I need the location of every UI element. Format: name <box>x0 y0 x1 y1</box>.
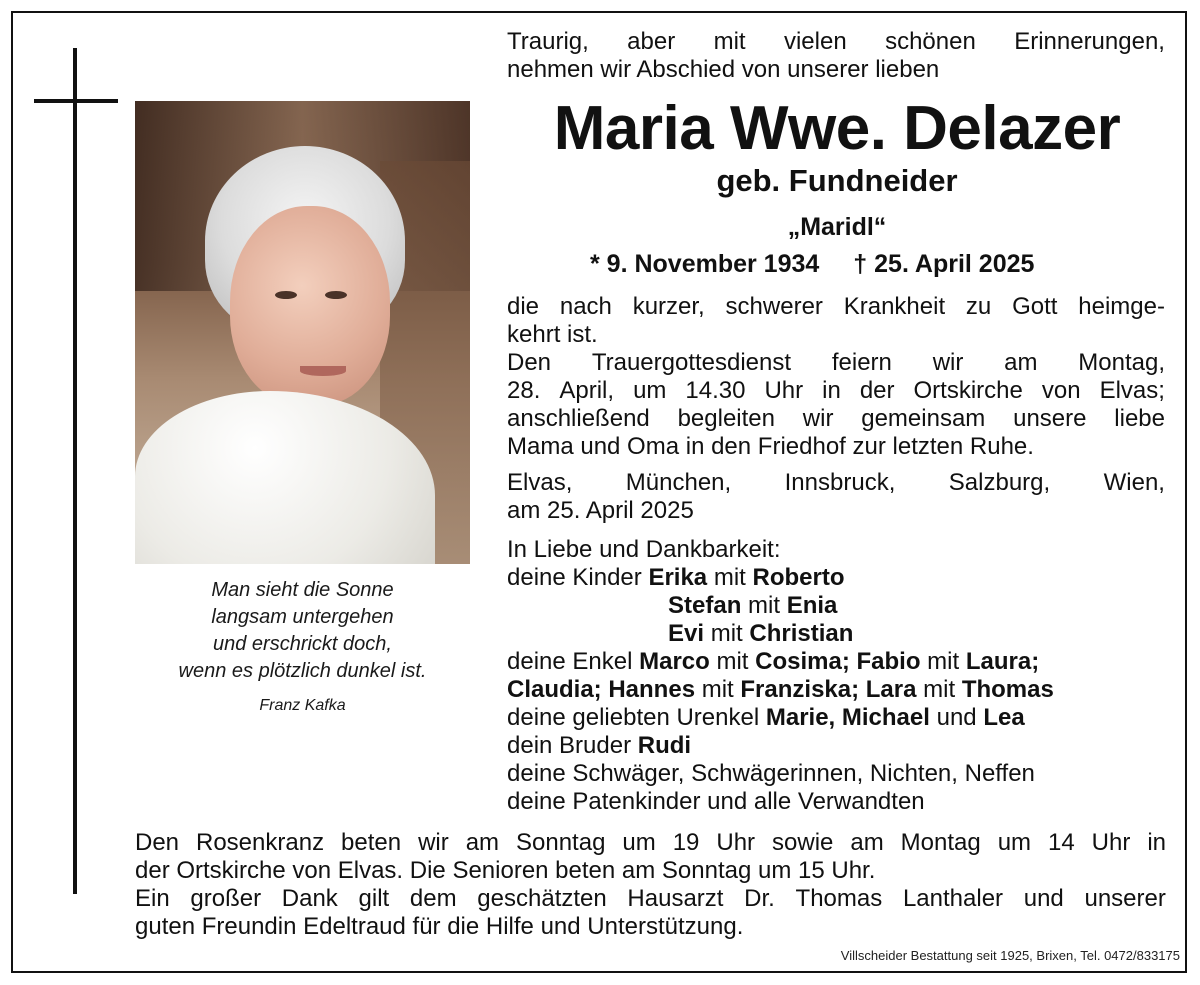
word: nach <box>559 293 612 320</box>
word: aber <box>627 28 676 55</box>
name: Rudi <box>637 732 692 759</box>
word: gemeinsam <box>861 405 986 432</box>
word: mit <box>748 592 781 619</box>
word: Uhr <box>764 377 804 404</box>
footer-line <box>135 829 1166 857</box>
portrait-photo <box>135 101 470 564</box>
name: Christian <box>749 620 854 647</box>
word: mit <box>713 564 746 591</box>
grandchildren-line <box>507 676 1187 704</box>
word: Sonntag <box>516 829 606 856</box>
name: Erika <box>648 564 708 591</box>
memorial-quote <box>135 577 470 719</box>
word: 28. <box>507 377 541 404</box>
word: 19 <box>672 829 700 856</box>
word: 14 <box>1048 829 1075 856</box>
word: und <box>936 704 977 731</box>
word: liebe <box>1114 405 1165 432</box>
word: um <box>997 829 1032 856</box>
word: zu <box>965 293 992 320</box>
name: Marie, Michael <box>765 704 930 731</box>
word: der <box>859 377 895 404</box>
birth-date: * 9. November 1934 <box>590 250 820 278</box>
great-grandchildren-line <box>507 704 1187 732</box>
word: begleiten <box>677 405 775 432</box>
footer-line: der Ortskirche von Elvas. Die Senioren beten am Sonntag um 15 Uhr. <box>135 857 876 884</box>
places-line <box>507 469 1165 497</box>
deceased-name: Maria Wwe. Delazer <box>553 94 1121 163</box>
prefix: deine Kinder <box>507 564 642 591</box>
word: von <box>1041 377 1081 404</box>
places-and-date <box>507 469 1165 525</box>
body-line <box>507 405 1165 433</box>
word: am <box>465 829 500 856</box>
word: April, <box>559 377 615 404</box>
word: sowie <box>772 829 834 856</box>
name: Stefan <box>668 592 742 619</box>
word: Salzburg, <box>948 469 1051 496</box>
quote-line: wenn es plötzlich dunkel ist. <box>178 660 427 682</box>
word: schönen <box>885 28 976 55</box>
godchildren-line: deine Patenkinder und alle Verwandten <box>507 788 925 815</box>
life-dates <box>590 250 1034 279</box>
word: Den <box>135 829 180 856</box>
word: geschätzten <box>477 885 607 912</box>
word: Den <box>507 349 552 376</box>
name: Laura; <box>965 648 1040 675</box>
word: Uhr <box>716 829 756 856</box>
word: Gott <box>1012 293 1058 320</box>
name: Roberto <box>752 564 845 591</box>
footer-line <box>135 885 1166 913</box>
word: heimge- <box>1078 293 1165 320</box>
word: um <box>633 377 667 404</box>
word: vielen <box>783 28 847 55</box>
cross-horizontal-bar <box>34 99 118 103</box>
date-line: am 25. April 2025 <box>507 497 694 524</box>
word: Uhr <box>1091 829 1131 856</box>
word: um <box>622 829 656 856</box>
announcement-body <box>507 293 1165 461</box>
word: Wien, <box>1103 469 1165 496</box>
quote-line: Man sieht die Sonne <box>211 579 394 601</box>
name: Marco <box>639 648 710 675</box>
cross-vertical-bar <box>73 48 77 894</box>
name: Thomas <box>961 676 1054 703</box>
word: in <box>822 377 841 404</box>
word: wir <box>802 405 834 432</box>
word: München, <box>625 469 732 496</box>
word: die <box>507 293 540 320</box>
nickname: „Maridl“ <box>787 213 887 241</box>
name: Evi <box>668 620 705 647</box>
word: Thomas <box>795 885 883 912</box>
word: mit <box>701 676 734 703</box>
word: am <box>1004 349 1038 376</box>
word: Lanthaler <box>902 885 1004 912</box>
word: feiern <box>831 349 892 376</box>
word: Elvas; <box>1099 377 1165 404</box>
word: unsere <box>1013 405 1087 432</box>
body-line <box>507 349 1165 377</box>
word: dem <box>409 885 457 912</box>
word: und <box>1023 885 1064 912</box>
word: Hausarzt <box>627 885 724 912</box>
word: Erinnerungen, <box>1014 28 1165 55</box>
brother-line <box>507 732 1187 760</box>
children-line <box>507 620 1187 648</box>
quote-line: und erschrickt doch, <box>213 633 392 655</box>
word: Elvas, <box>507 469 573 496</box>
body-line: kehrt ist. <box>507 321 598 348</box>
word: beten <box>341 829 402 856</box>
body-line <box>507 377 1165 405</box>
intro-line-2: nehmen wir Abschied von unserer lieben <box>507 56 940 83</box>
word: wir <box>418 829 449 856</box>
children-line <box>507 592 1187 620</box>
prefix: deine geliebten Urenkel <box>507 704 760 731</box>
word: Traurig, <box>507 28 589 55</box>
word: kurzer, <box>632 293 705 320</box>
intro-line-1 <box>507 28 1165 56</box>
prefix: deine Enkel <box>507 648 633 675</box>
quote-line: langsam untergehen <box>211 606 394 628</box>
word: Rosenkranz <box>196 829 325 856</box>
mourners-list <box>507 536 1187 816</box>
prefix: dein Bruder <box>507 732 632 759</box>
word: am <box>850 829 884 856</box>
word: Ortskirche <box>913 377 1023 404</box>
footer-text <box>135 829 1166 941</box>
word: Ein <box>135 885 170 912</box>
maiden-name: geb. Fundneider <box>716 163 958 198</box>
word: gilt <box>358 885 390 912</box>
word: Montag, <box>1078 349 1165 376</box>
word: anschließend <box>507 405 650 432</box>
word: Krankheit <box>843 293 946 320</box>
body-line <box>507 293 1165 321</box>
name: Claudia; Hannes <box>507 676 696 703</box>
inlaws-line: deine Schwäger, Schwägerinnen, Nichten, Neffen <box>507 760 1035 787</box>
death-date: † 25. April 2025 <box>853 250 1035 278</box>
word: wir <box>932 349 964 376</box>
word: mit <box>710 620 743 647</box>
word: großer <box>190 885 262 912</box>
word: mit <box>923 676 956 703</box>
word: Trauergottesdienst <box>591 349 792 376</box>
name: Franziska; Lara <box>740 676 917 703</box>
body-line: Mama und Oma in den Friedhof zur letzten Ruhe. <box>507 433 1034 460</box>
name: Enia <box>786 592 838 619</box>
word: Innsbruck, <box>784 469 896 496</box>
word: mit <box>716 648 749 675</box>
children-line <box>507 564 1187 592</box>
intro-text <box>507 28 1165 84</box>
grandchildren-line <box>507 648 1187 676</box>
word: Dr. <box>744 885 775 912</box>
word: 14.30 <box>685 377 746 404</box>
name: Cosima; Fabio <box>755 648 921 675</box>
funeral-home-credit: Villscheider Bestattung seit 1925, Brixen, Tel. 0472/833175 <box>840 948 1180 963</box>
word: Dank <box>281 885 338 912</box>
word: unserer <box>1084 885 1166 912</box>
word: schwerer <box>725 293 823 320</box>
lead-line: In Liebe und Dankbarkeit: <box>507 536 781 563</box>
word: Montag <box>900 829 981 856</box>
word: mit <box>713 28 746 55</box>
footer-line: guten Freundin Edeltraud für die Hilfe und Unterstützung. <box>135 913 744 940</box>
quote-author: Franz Kafka <box>259 697 346 714</box>
word: mit <box>927 648 960 675</box>
word: in <box>1147 829 1166 856</box>
name: Lea <box>983 704 1025 731</box>
